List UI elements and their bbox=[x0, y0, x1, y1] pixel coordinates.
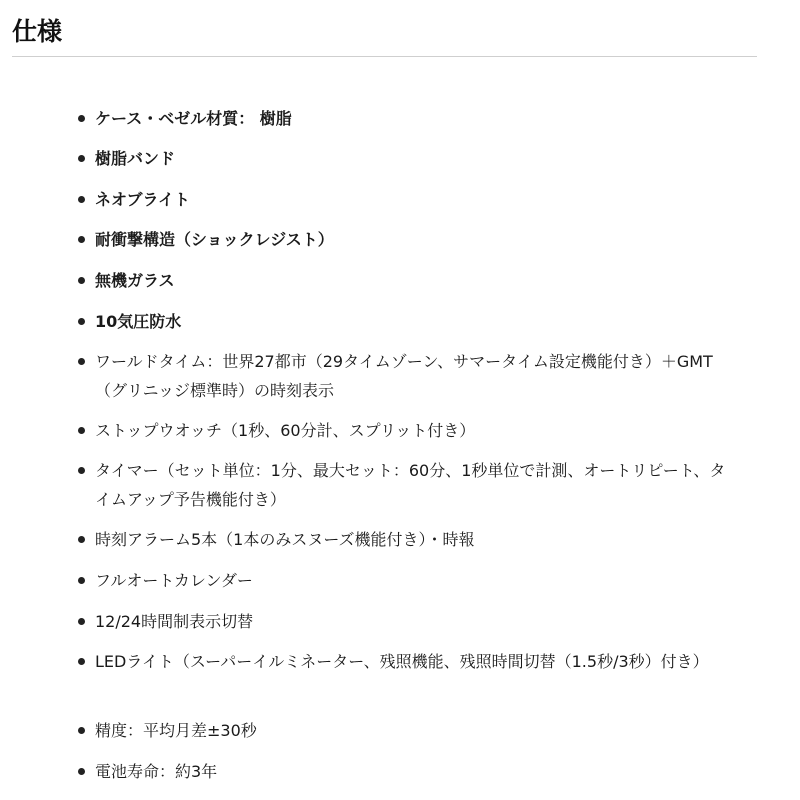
spec-item-text: 精度：平均月差±30秒 bbox=[95, 721, 257, 740]
spec-item-text: 耐衝撃構造（ショックレジスト） bbox=[95, 230, 334, 249]
spec-item-text: 10気圧防水 bbox=[95, 312, 182, 331]
spec-item-text: 電池寿命：約3年 bbox=[95, 762, 218, 781]
spec-item bbox=[78, 225, 728, 254]
spec-item-text: ケース・ベゼル材質： 樹脂 bbox=[95, 109, 292, 128]
bullet-icon bbox=[78, 358, 85, 365]
spec-item-text: タイマー（セット単位：1分、最大セット：60分、1秒単位で計測、オートリピート、タイムアップ予告機能付き） bbox=[95, 461, 726, 509]
spec-item-text: ワールドタイム：世界27都市（29タイムゾーン、サマータイム設定機能付き）＋GMT（グリニッジ標準時）の時刻表示 bbox=[95, 352, 713, 400]
spec-item bbox=[78, 647, 728, 676]
bullet-icon bbox=[78, 196, 85, 203]
spec-item bbox=[78, 456, 728, 514]
spec-item-text: ネオブライト bbox=[95, 190, 191, 209]
spec-item-text: LEDライト（スーパーイルミネーター、残照機能、残照時間切替（1.5秒/3秒）付き） bbox=[95, 652, 709, 671]
spec-item bbox=[78, 525, 728, 554]
bullet-icon bbox=[78, 155, 85, 162]
bullet-icon bbox=[78, 536, 85, 543]
heading-divider bbox=[12, 56, 757, 57]
bullet-icon bbox=[78, 768, 85, 775]
bullet-icon bbox=[78, 277, 85, 284]
spec-item bbox=[78, 757, 728, 786]
bullet-icon bbox=[78, 115, 85, 122]
bullet-icon bbox=[78, 467, 85, 474]
spec-item-text: 12/24時間制表示切替 bbox=[95, 612, 254, 631]
spec-item bbox=[78, 566, 728, 595]
bullet-icon bbox=[78, 236, 85, 243]
spec-item-text: 無機ガラス bbox=[95, 271, 175, 290]
spec-item-text: フルオートカレンダー bbox=[95, 571, 253, 590]
spec-item bbox=[78, 185, 728, 214]
spec-item bbox=[78, 307, 728, 336]
bullet-icon bbox=[78, 658, 85, 665]
bullet-icon bbox=[78, 318, 85, 325]
spec-item bbox=[78, 716, 728, 745]
spec-item bbox=[78, 607, 728, 636]
spec-item-text: ストップウオッチ（1秒、60分計、スプリット付き） bbox=[95, 421, 476, 440]
bullet-icon bbox=[78, 577, 85, 584]
bullet-icon bbox=[78, 618, 85, 625]
spec-item bbox=[78, 144, 728, 173]
bullet-icon bbox=[78, 427, 85, 434]
section-heading: 仕様 bbox=[12, 17, 63, 46]
bullet-icon bbox=[78, 727, 85, 734]
spec-item bbox=[78, 347, 728, 405]
spec-item bbox=[78, 104, 728, 133]
spec-item bbox=[78, 266, 728, 295]
spec-item bbox=[78, 416, 728, 445]
spec-item-text: 樹脂バンド bbox=[95, 149, 176, 168]
spec-item-text: 時刻アラーム5本（1本のみスヌーズ機能付き）・時報 bbox=[95, 530, 475, 549]
